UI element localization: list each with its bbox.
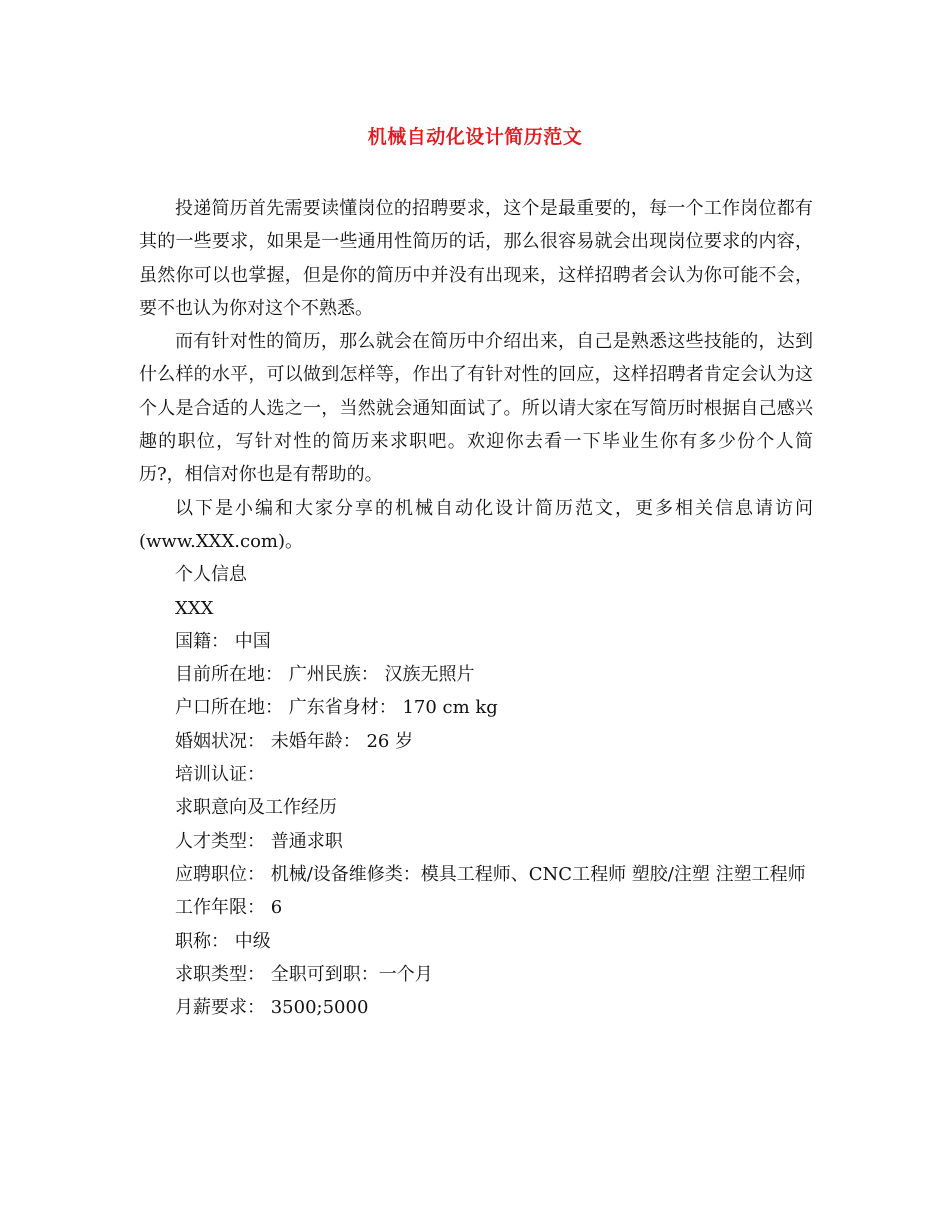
nationality-line: 国籍： 中国: [175, 630, 271, 652]
applied-position-line: 应聘职位： 机械/设备维修类：模具工程师、CNC工程师 塑胶/注塑 注塑工程师: [175, 863, 806, 885]
document-title: 机械自动化设计简历范文: [367, 126, 583, 148]
name-line: XXX: [175, 597, 214, 619]
section-heading-personal-info: 个人信息: [175, 564, 247, 586]
salary-requirement-line: 月薪要求： 3500;5000: [175, 997, 369, 1019]
intro-paragraph-1: 投递简历首先需要读懂岗位的招聘要求，这个是最重要的，每一个工作岗位都有其的一些要求，如果是一些通用性简历的话，那么很容易就会出现岗位要求的内容，虽然你可以也掌握，但是你的简历中并没有出现来，这样招聘者会认为你可能不会，要不也认为你对这个不熟悉。: [139, 198, 813, 319]
current-location-line: 目前所在地： 广州民族： 汉族无照片: [175, 664, 475, 686]
job-title-line: 职称： 中级: [175, 930, 271, 952]
intro-paragraph-3: 以下是小编和大家分享的机械自动化设计简历范文，更多相关信息请访问(www.XXX.com)。: [139, 497, 813, 552]
household-location-line: 户口所在地： 广东省身材： 170 cm kg: [175, 697, 498, 719]
job-type-line: 求职类型： 全职可到职：一个月: [175, 963, 433, 985]
intro-paragraph-2: 而有针对性的简历，那么就会在简历中介绍出来，自己是熟悉这些技能的，达到什么样的水平，可以做到怎样等，作出了有针对性的回应，这样招聘者肯定会认为这个人是合适的人选之一，当然就会通知面试了。所以请大家在写简历时根据自己感兴趣的职位，写针对性的简历来求职吧。欢迎你去看一下毕业生你有多少份个人简历?，相信对你也是有帮助的。: [139, 331, 813, 486]
marital-status-line: 婚姻状况： 未婚年龄： 26 岁: [175, 730, 414, 752]
talent-type-line: 人才类型： 普通求职: [175, 830, 343, 852]
document-body: [139, 192, 813, 1024]
section-heading-job-intention: 求职意向及工作经历: [175, 797, 337, 819]
training-certification-line: 培训认证：: [175, 764, 265, 786]
work-years-line: 工作年限： 6: [175, 897, 283, 919]
